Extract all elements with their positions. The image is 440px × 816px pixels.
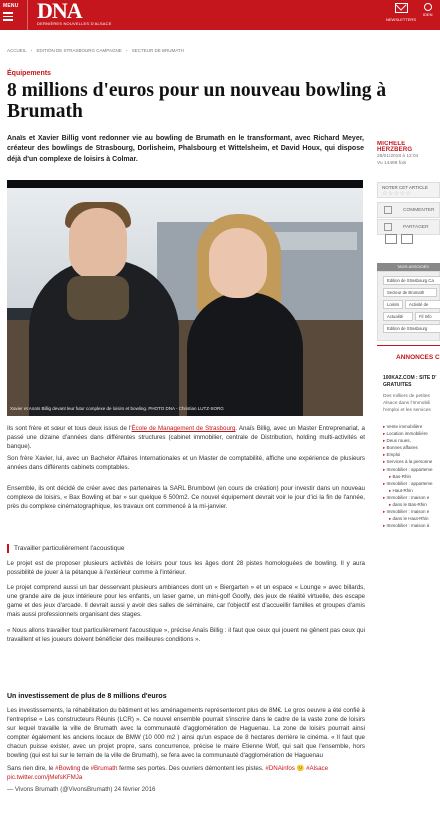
breadcrumb-sector[interactable]: SECTEUR DE BRUMATH bbox=[131, 48, 184, 53]
tweet-byline[interactable]: — Vivons Brumath (@VivonsBrumath) 24 février 2016 bbox=[7, 786, 156, 793]
hashtag-brumath[interactable]: #Brumath bbox=[90, 765, 118, 772]
article-category[interactable]: Équipements bbox=[7, 70, 51, 77]
ad-category-list bbox=[383, 423, 433, 529]
list-item[interactable]: ▸ Immobilier : maison e bbox=[383, 494, 433, 501]
author-name[interactable]: MICHÈLE HERZBERG bbox=[377, 141, 413, 153]
tag-item[interactable]: Edition de Strasbourg bbox=[383, 324, 440, 333]
list-item[interactable]: ▸ dans le Bas-Rhin bbox=[383, 501, 433, 508]
hashtag-alsace[interactable]: #Alsace bbox=[306, 765, 329, 772]
paragraph-3: Ensemble, ils ont décidé de créer avec des partenaires la SARL Brumbowl (en cours de création) pour investir dans un nouveau complexe de loisirs, « Bax Bowling et bar » sur quelque 6 500m2. Ce nouvel équipement devrait voir le jour d'ici la fin de l'année, près du complexe cinématographique, les travaux ont commencé à la mi-janvier. bbox=[7, 485, 365, 510]
divider bbox=[377, 345, 440, 346]
user-icon bbox=[424, 3, 432, 11]
envelope-icon bbox=[395, 3, 408, 13]
top-bar bbox=[0, 0, 440, 30]
tag-item[interactable]: Fil Info bbox=[415, 312, 440, 321]
rate-article-box bbox=[377, 182, 440, 198]
emoji-confused-icon: 😕 bbox=[296, 765, 305, 772]
comment-icon bbox=[384, 206, 392, 214]
divider bbox=[27, 0, 28, 30]
tags-list bbox=[377, 271, 440, 341]
breadcrumb-home[interactable]: ACCUEIL bbox=[7, 48, 27, 53]
list-item[interactable]: ▸ Vente immobilière bbox=[383, 423, 433, 430]
share-label: PARTAGER bbox=[403, 225, 429, 230]
tag-item[interactable]: Secteur de Brumath bbox=[383, 288, 437, 297]
tweet-pic-link[interactable]: pic.twitter.com/jMefsKFMJa bbox=[7, 774, 83, 781]
article-lead: Anaïs et Xavier Billig vont redonner vie au bowling de Brumath en le transformant, avec Richard Meyer, créateur des bowlings de Strasbourg, Dorlisheim, Phalsbourg et Wittelsheim, et David Houx, qui dispose déjà d'un complexe de loisirs à Colmar. bbox=[7, 135, 364, 163]
embedded-tweet: Sans rien dire, le #Bowling de #Brumath ferme ses portes. Des ouvriers démontent les pistes. #DNAinfos 😕 #Alsace pic.twitter.com/jMefsKFMJa bbox=[7, 765, 329, 781]
tags-header: TAGS ASSOCIÉS bbox=[377, 263, 440, 271]
share-actions bbox=[377, 230, 440, 252]
newsletters-label: NEWSLETTERS bbox=[385, 17, 416, 22]
publish-date: 28/01/2018 à 12:04 bbox=[377, 154, 419, 159]
school-link[interactable]: École de Management de Strasbourg bbox=[131, 425, 236, 432]
list-item[interactable]: ▸ dans le Haut-Rhin bbox=[383, 515, 433, 522]
comment-label: COMMENTER bbox=[403, 208, 435, 213]
menu-label: MENU bbox=[3, 3, 19, 9]
print-icon[interactable] bbox=[385, 234, 397, 244]
user-label: IDEN bbox=[423, 12, 433, 17]
ad-description: Des milliers de petites Alsace dans l'Immobili l'emploi et les services bbox=[383, 394, 431, 413]
tag-item[interactable]: Actualité bbox=[383, 312, 413, 321]
list-item[interactable]: ▸ Bas-Rhin bbox=[383, 473, 433, 480]
view-count: Vu 14498 fois bbox=[377, 161, 407, 166]
tag-item[interactable]: Activité de bbox=[405, 300, 440, 309]
tag-item[interactable]: Loisirs bbox=[383, 300, 403, 309]
list-item[interactable]: ▸ Immobilier : maison à bbox=[383, 522, 433, 529]
star-rating[interactable]: ☆☆☆☆☆ bbox=[382, 191, 412, 197]
site-logo[interactable]: DNA bbox=[37, 0, 82, 23]
paragraph-5: Le projet comprend aussi un bar desservant plusieurs ambiances dont un « Biergarten » et un espace « Lounge » avec billards, une grande aire de jeux intérieure pour les enfants, un laser game, un mini-golf Goolfy, des jeux de réalité virtuelle, des escape game et des jeux d'arcade. Il devrait aussi y avoir des salles de séminaire, car l'objectif est d'accueillir familles et groupes d'amis mais aussi professionnels organisant des stages. bbox=[7, 584, 365, 618]
paragraph-7: Les investissements, la réhabilitation du bâtiment et les aménagements représenteront plus de 8M€. Le gros oeuvre a été confié à l'entreprise « Les constructeurs Réunis (LCR) ». Ce nouvel ensemble pourrait s'inscrire dans le cadre de la vaste zone de loisirs sur lequel travaille la ville de Brumath avec la communauté d'agglomération de Haguenau. La zone de loisirs pourrait ainsi compter également les anciens locaux de BMW (10 000 m2 ) ainsi qu'un espace de 8 hectares derrière le cinéma. « Il faut que chacun puisse exister, avec un projet propre, sans concurrence, précise le maire Etienne Wolf, qui sait que l'ensemble, hors bowling (qui est lui sur le terrain de la ville de Brumath), se fera avec la communauté d'agglomération de Haguenau bbox=[7, 707, 365, 759]
paragraph-6: « Nous allons travailler tout particulièrement l'acoustique », précise Anaïs Billig : il faut que ceux qui jouent ne gênent pas ceux qui travaillent et les joueurs doivent bénéficier des meilleures conditions ». bbox=[7, 627, 365, 643]
hashtag-bowling[interactable]: #Bowling bbox=[55, 765, 81, 772]
breadcrumb bbox=[7, 48, 187, 53]
subhead: Travailler particulièrement l'acoustique bbox=[14, 545, 125, 552]
newsletters-button[interactable] bbox=[384, 3, 418, 22]
section-heading: Un investissement de plus de 8 millions d'euros bbox=[7, 693, 167, 700]
list-item[interactable]: ▸ Immobilier : apparteme bbox=[383, 480, 433, 487]
list-item[interactable]: ▸ Bonnes affaires bbox=[383, 444, 433, 451]
ad-title[interactable]: 100KAZ.COM : SITE D' GRATUITES bbox=[383, 375, 437, 388]
site-logo-subtitle: DERNIÈRES NOUVELLES D'ALSACE bbox=[37, 21, 112, 26]
email-icon[interactable] bbox=[401, 234, 413, 244]
article-photo bbox=[7, 180, 363, 416]
paragraph-1: Ils sont frère et sœur et tous deux issus de l'École de Management de Strasbourg. Anaïs Billig, avec un Master Entreprenariat, a passé une dizaine d'années dans différentes structures (cabinet immobilier, centrale de Distribution, holding multi-activités et banque). bbox=[7, 425, 365, 450]
breadcrumb-separator: › bbox=[126, 48, 128, 53]
breadcrumb-separator: › bbox=[30, 48, 33, 53]
breadcrumb-edition[interactable]: EDITION DE STRASBOURG CAMPAGNE bbox=[36, 48, 122, 53]
paragraph-4: Le projet est de proposer plusieurs activités de loisirs pour tous les âges dont 28 pistes homologuées de bowling. Il y aura possibilité de jouer à la pétanque à l'extérieur comme à l'intérieur. bbox=[7, 560, 365, 576]
hamburger-icon bbox=[3, 12, 21, 21]
photo-caption: Xavier et Anaïs Billig devant leur futur complexe de loisirs et bowling. PHOTO DNA - Christian LUTZ-SORG bbox=[10, 406, 224, 411]
list-item[interactable]: ▸ Immobilier : maison e bbox=[383, 508, 433, 515]
subhead-marker bbox=[7, 544, 9, 553]
list-item[interactable]: ▸ Services à la personne bbox=[383, 458, 433, 465]
menu-button[interactable] bbox=[3, 3, 21, 23]
user-button[interactable] bbox=[423, 3, 433, 17]
list-item[interactable]: ▸ Immobilier : apparteme bbox=[383, 466, 433, 473]
article-title: 8 millions d'euros pour un nouveau bowling à Brumath bbox=[7, 80, 387, 122]
rate-label: NOTER CET ARTICLE bbox=[382, 185, 428, 190]
list-item[interactable]: ▸ Emploi bbox=[383, 451, 433, 458]
article-meta bbox=[377, 153, 440, 167]
paragraph-2: Son frère Xavier, lui, avec un Bachelor Affaires Internationales et un Master de comptabilité, affiche une expérience de plusieurs années dans différents cabinets comptables. bbox=[7, 455, 365, 471]
ads-heading: ANNONCES C bbox=[396, 354, 440, 361]
comment-button[interactable] bbox=[377, 202, 440, 218]
list-item[interactable]: ▸ Deux roues, bbox=[383, 437, 433, 444]
list-item[interactable]: ▸ Haut-Rhin bbox=[383, 487, 433, 494]
tag-item[interactable]: Edition de Strasbourg Ca bbox=[383, 276, 440, 285]
list-item[interactable]: ▸ Location immobilière bbox=[383, 430, 433, 437]
hashtag-dnainfos[interactable]: #DNAinfos bbox=[265, 765, 295, 772]
